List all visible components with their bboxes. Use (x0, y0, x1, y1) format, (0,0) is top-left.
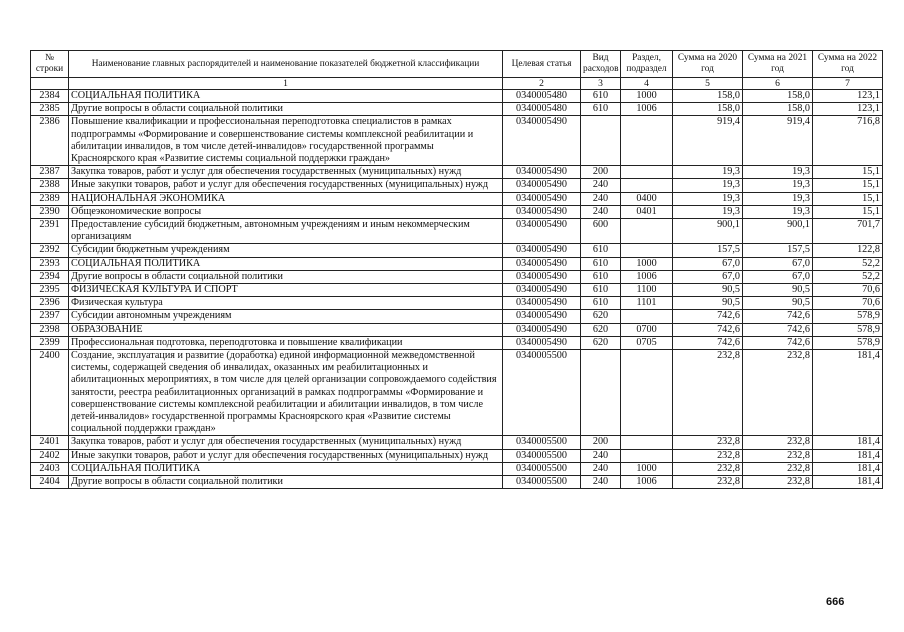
row-sum-2020: 67,0 (673, 257, 743, 270)
row-name: Создание, эксплуатация и развитие (доработка) единой информационной межведомственной системы, содержащей сведения об инвалидах, оказанных им реабилитационных и абилитационных мероприятиях, в том числе для целей организации сопровождаемого содействия занятости, реестра реабилитационных организаций в рамках подпрограммы «Формирование и совершенствование системы комплексной реабилитации и абилитации инвалидов, в том числе детей-инвалидов» государственной программы Красноярского края «Развитие системы социальной поддержки граждан» (69, 350, 503, 436)
row-sum-2020: 232,8 (673, 436, 743, 449)
row-sum-2022: 15,1 (813, 192, 883, 205)
row-number: 2393 (31, 257, 69, 270)
row-sum-2022: 181,4 (813, 350, 883, 436)
row-target-article: 0340005500 (503, 436, 581, 449)
table-row (31, 310, 883, 323)
row-sum-2022: 701,7 (813, 219, 883, 244)
row-number: 2385 (31, 103, 69, 116)
row-expense-type: 610 (581, 90, 621, 103)
row-sum-2021: 232,8 (743, 449, 813, 462)
table-row (31, 449, 883, 462)
row-number: 2400 (31, 350, 69, 436)
row-expense-type: 620 (581, 336, 621, 349)
row-sum-2021: 90,5 (743, 297, 813, 310)
row-sum-2021: 157,5 (743, 244, 813, 257)
row-number: 2392 (31, 244, 69, 257)
row-sum-2022: 15,1 (813, 205, 883, 218)
header-sum-2022: Сумма на 2022 год (813, 51, 883, 78)
row-number: 2402 (31, 449, 69, 462)
row-expense-type: 240 (581, 476, 621, 489)
row-target-article: 0340005490 (503, 323, 581, 336)
table-row (31, 284, 883, 297)
table-row (31, 323, 883, 336)
row-number: 2398 (31, 323, 69, 336)
row-expense-type: 610 (581, 244, 621, 257)
row-section: 0400 (621, 192, 673, 205)
row-sum-2022: 122,8 (813, 244, 883, 257)
row-sum-2020: 19,3 (673, 166, 743, 179)
table-row (31, 192, 883, 205)
row-sum-2021: 742,6 (743, 323, 813, 336)
row-name: ОБРАЗОВАНИЕ (69, 323, 503, 336)
row-target-article: 0340005480 (503, 90, 581, 103)
row-sum-2020: 19,3 (673, 192, 743, 205)
row-name: ФИЗИЧЕСКАЯ КУЛЬТУРА И СПОРТ (69, 284, 503, 297)
row-sum-2020: 158,0 (673, 90, 743, 103)
header-row-number: № строки (31, 51, 69, 78)
row-number: 2386 (31, 116, 69, 166)
row-expense-type: 200 (581, 436, 621, 449)
header-name: Наименование главных распорядителей и наименование показателей бюджетной классификации (69, 51, 503, 78)
row-target-article: 0340005490 (503, 205, 581, 218)
row-sum-2020: 67,0 (673, 270, 743, 283)
row-sum-2021: 232,8 (743, 476, 813, 489)
row-section: 1101 (621, 297, 673, 310)
row-sum-2022: 578,9 (813, 310, 883, 323)
row-number: 2399 (31, 336, 69, 349)
table-row (31, 103, 883, 116)
row-name: Физическая культура (69, 297, 503, 310)
row-number: 2403 (31, 462, 69, 475)
row-sum-2021: 67,0 (743, 257, 813, 270)
table-header-row (31, 51, 883, 78)
row-sum-2022: 70,6 (813, 284, 883, 297)
row-expense-type: 240 (581, 192, 621, 205)
row-number: 2387 (31, 166, 69, 179)
row-sum-2020: 157,5 (673, 244, 743, 257)
row-sum-2022: 181,4 (813, 436, 883, 449)
row-number: 2401 (31, 436, 69, 449)
row-sum-2021: 232,8 (743, 436, 813, 449)
row-sum-2021: 232,8 (743, 350, 813, 436)
row-expense-type: 240 (581, 449, 621, 462)
row-sum-2020: 919,4 (673, 116, 743, 166)
row-sum-2021: 232,8 (743, 462, 813, 475)
row-name: СОЦИАЛЬНАЯ ПОЛИТИКА (69, 257, 503, 270)
row-target-article: 0340005490 (503, 219, 581, 244)
row-section: 1006 (621, 270, 673, 283)
row-sum-2022: 181,4 (813, 449, 883, 462)
header-expense-type: Вид расходов (581, 51, 621, 78)
row-section (621, 350, 673, 436)
table-row (31, 257, 883, 270)
table-row (31, 270, 883, 283)
row-section: 1000 (621, 462, 673, 475)
row-sum-2020: 742,6 (673, 336, 743, 349)
row-section: 1006 (621, 103, 673, 116)
table-row (31, 179, 883, 192)
row-name: Профессиональная подготовка, переподготовка и повышение квалификации (69, 336, 503, 349)
row-section: 0700 (621, 323, 673, 336)
row-target-article: 0340005500 (503, 476, 581, 489)
row-target-article: 0340005480 (503, 103, 581, 116)
row-expense-type: 610 (581, 270, 621, 283)
row-sum-2022: 181,4 (813, 462, 883, 475)
row-sum-2021: 742,6 (743, 336, 813, 349)
page-number: 666 (826, 596, 845, 608)
row-section (621, 436, 673, 449)
row-sum-2020: 19,3 (673, 205, 743, 218)
row-number: 2394 (31, 270, 69, 283)
table-row (31, 350, 883, 436)
row-expense-type: 200 (581, 166, 621, 179)
row-sum-2022: 716,8 (813, 116, 883, 166)
table-row (31, 219, 883, 244)
row-expense-type: 610 (581, 257, 621, 270)
row-section (621, 116, 673, 166)
row-section (621, 166, 673, 179)
row-section (621, 449, 673, 462)
row-number: 2397 (31, 310, 69, 323)
column-number: 4 (621, 78, 673, 90)
row-target-article: 0340005490 (503, 284, 581, 297)
table-row (31, 436, 883, 449)
row-target-article: 0340005490 (503, 336, 581, 349)
table-row (31, 297, 883, 310)
row-target-article: 0340005490 (503, 116, 581, 166)
header-sum-2021: Сумма на 2021 год (743, 51, 813, 78)
budget-table (30, 50, 883, 489)
column-number-row (31, 78, 883, 90)
row-expense-type (581, 350, 621, 436)
row-sum-2021: 158,0 (743, 90, 813, 103)
row-sum-2022: 578,9 (813, 336, 883, 349)
row-sum-2022: 52,2 (813, 257, 883, 270)
row-expense-type: 620 (581, 323, 621, 336)
row-name: Иные закупки товаров, работ и услуг для обеспечения государственных (муниципальных) нужд (69, 179, 503, 192)
row-expense-type (581, 116, 621, 166)
row-sum-2022: 70,6 (813, 297, 883, 310)
row-number: 2384 (31, 90, 69, 103)
row-expense-type: 240 (581, 179, 621, 192)
row-expense-type: 600 (581, 219, 621, 244)
row-name: Другие вопросы в области социальной политики (69, 476, 503, 489)
row-sum-2020: 232,8 (673, 476, 743, 489)
row-number: 2404 (31, 476, 69, 489)
row-name: Общеэкономические вопросы (69, 205, 503, 218)
row-expense-type: 620 (581, 310, 621, 323)
row-target-article: 0340005490 (503, 166, 581, 179)
row-sum-2021: 742,6 (743, 310, 813, 323)
row-section (621, 179, 673, 192)
row-section: 1006 (621, 476, 673, 489)
row-sum-2021: 19,3 (743, 166, 813, 179)
row-target-article: 0340005490 (503, 257, 581, 270)
row-name: Закупка товаров, работ и услуг для обеспечения государственных (муниципальных) нужд (69, 436, 503, 449)
row-sum-2021: 19,3 (743, 179, 813, 192)
row-number: 2395 (31, 284, 69, 297)
row-number: 2396 (31, 297, 69, 310)
row-number: 2390 (31, 205, 69, 218)
row-name: Другие вопросы в области социальной политики (69, 103, 503, 116)
row-expense-type: 240 (581, 205, 621, 218)
row-sum-2020: 158,0 (673, 103, 743, 116)
row-sum-2022: 52,2 (813, 270, 883, 283)
row-target-article: 0340005500 (503, 350, 581, 436)
row-sum-2020: 19,3 (673, 179, 743, 192)
column-number: 7 (813, 78, 883, 90)
row-sum-2021: 67,0 (743, 270, 813, 283)
row-target-article: 0340005490 (503, 192, 581, 205)
table-row (31, 116, 883, 166)
row-name: НАЦИОНАЛЬНАЯ ЭКОНОМИКА (69, 192, 503, 205)
row-section: 1100 (621, 284, 673, 297)
row-target-article: 0340005500 (503, 462, 581, 475)
row-name: Другие вопросы в области социальной политики (69, 270, 503, 283)
row-sum-2021: 90,5 (743, 284, 813, 297)
row-sum-2020: 90,5 (673, 284, 743, 297)
table-row (31, 462, 883, 475)
row-sum-2022: 123,1 (813, 90, 883, 103)
column-number (31, 78, 69, 90)
row-target-article: 0340005490 (503, 270, 581, 283)
row-name: Повышение квалификации и профессиональная переподготовка специалистов в рамках подпрограммы «Формирование и совершенствование системы комплексной реабилитации и абилитации инвалидов, в том числе детей-инвалидов» государственной программы Красноярского края «Развитие системы социальной поддержки граждан» (69, 116, 503, 166)
row-expense-type: 240 (581, 462, 621, 475)
table-row (31, 476, 883, 489)
row-target-article: 0340005490 (503, 297, 581, 310)
row-name: Закупка товаров, работ и услуг для обеспечения государственных (муниципальных) нужд (69, 166, 503, 179)
row-target-article: 0340005490 (503, 179, 581, 192)
row-number: 2391 (31, 219, 69, 244)
row-name: Субсидии автономным учреждениям (69, 310, 503, 323)
row-sum-2020: 232,8 (673, 449, 743, 462)
row-sum-2020: 232,8 (673, 462, 743, 475)
header-target-article: Целевая статья (503, 51, 581, 78)
table-row (31, 90, 883, 103)
row-expense-type: 610 (581, 297, 621, 310)
row-target-article: 0340005490 (503, 244, 581, 257)
row-sum-2021: 919,4 (743, 116, 813, 166)
row-name: СОЦИАЛЬНАЯ ПОЛИТИКА (69, 462, 503, 475)
table-row (31, 336, 883, 349)
row-target-article: 0340005490 (503, 310, 581, 323)
row-target-article: 0340005500 (503, 449, 581, 462)
column-number: 5 (673, 78, 743, 90)
table-row (31, 205, 883, 218)
row-sum-2022: 123,1 (813, 103, 883, 116)
table-row (31, 244, 883, 257)
row-sum-2021: 900,1 (743, 219, 813, 244)
row-number: 2388 (31, 179, 69, 192)
row-sum-2020: 900,1 (673, 219, 743, 244)
row-sum-2021: 158,0 (743, 103, 813, 116)
row-sum-2020: 742,6 (673, 310, 743, 323)
column-number: 3 (581, 78, 621, 90)
column-number: 6 (743, 78, 813, 90)
row-section (621, 244, 673, 257)
row-sum-2020: 742,6 (673, 323, 743, 336)
row-section: 1000 (621, 257, 673, 270)
column-number: 2 (503, 78, 581, 90)
header-sum-2020: Сумма на 2020 год (673, 51, 743, 78)
row-section: 0705 (621, 336, 673, 349)
row-section: 1000 (621, 90, 673, 103)
budget-table-sheet (30, 50, 883, 489)
row-name: СОЦИАЛЬНАЯ ПОЛИТИКА (69, 90, 503, 103)
table-row (31, 166, 883, 179)
row-name: Иные закупки товаров, работ и услуг для обеспечения государственных (муниципальных) нужд (69, 449, 503, 462)
row-expense-type: 610 (581, 284, 621, 297)
row-sum-2022: 181,4 (813, 476, 883, 489)
column-number: 1 (69, 78, 503, 90)
row-expense-type: 610 (581, 103, 621, 116)
header-section: Раздел, подраздел (621, 51, 673, 78)
row-sum-2021: 19,3 (743, 205, 813, 218)
row-sum-2021: 19,3 (743, 192, 813, 205)
row-sum-2022: 15,1 (813, 179, 883, 192)
row-sum-2020: 90,5 (673, 297, 743, 310)
row-number: 2389 (31, 192, 69, 205)
row-name: Предоставление субсидий бюджетным, автономным учреждениям и иным некоммерческим организациям (69, 219, 503, 244)
row-sum-2020: 232,8 (673, 350, 743, 436)
row-name: Субсидии бюджетным учреждениям (69, 244, 503, 257)
row-section: 0401 (621, 205, 673, 218)
row-sum-2022: 15,1 (813, 166, 883, 179)
row-section (621, 219, 673, 244)
row-section (621, 310, 673, 323)
row-sum-2022: 578,9 (813, 323, 883, 336)
